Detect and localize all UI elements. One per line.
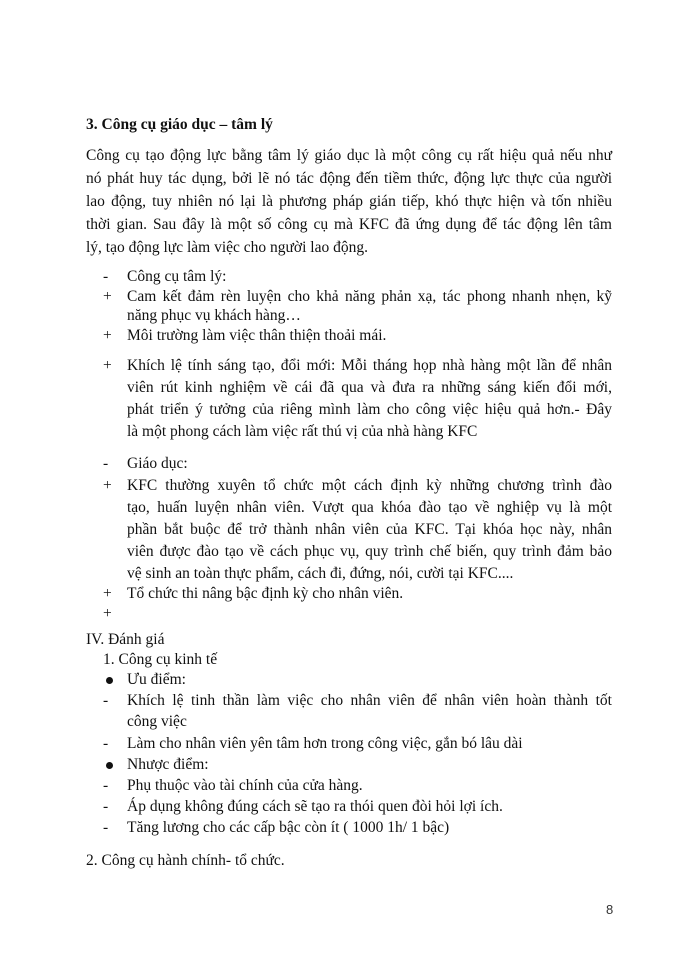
pros-item-1-line-2: công việc bbox=[127, 713, 187, 730]
bullet-dot-icon bbox=[106, 677, 113, 684]
cons-label: Nhược điểm: bbox=[127, 756, 209, 773]
cons-item-2: Áp dụng không đúng cách sẽ tạo ra thói quen đòi hỏi lợi ích. bbox=[127, 798, 503, 815]
intro-line-5: lý, tạo động lực làm việc cho người lao động. bbox=[86, 239, 368, 256]
edu-item-1-line-5: vệ sinh an toàn thực phẩm, cách đi, đứng, nói, cười tại KFC.... bbox=[127, 565, 514, 582]
plus-marker: + bbox=[103, 585, 112, 602]
dash-marker: - bbox=[103, 819, 109, 836]
dash-marker: - bbox=[103, 455, 109, 472]
edu-item-1-line-2: tạo, huấn luyện nhân viên. Vượt qua khóa đào tạo về nghiệp vụ là một bbox=[127, 499, 612, 516]
dash-marker: - bbox=[103, 692, 109, 709]
dash-marker: - bbox=[103, 777, 109, 794]
edu-item-1-line-3: phần bắt buộc để trở thành nhân viên của KFC. Tại khóa học này, nhân bbox=[127, 521, 612, 538]
pros-item-1-line-1: Khích lệ tinh thần làm việc cho nhân viên để nhân viên hoàn thành tốt bbox=[127, 692, 612, 709]
psych-item-3-line-2: viên rút kinh nghiệm về cái đã qua và đưa ra những sáng kiến đổi mới, bbox=[127, 379, 612, 396]
psych-item-1-line-1: Cam kết đảm rèn luyện cho khả năng phản xạ, tác phong nhanh nhẹn, kỹ bbox=[127, 288, 612, 305]
psych-item-1-line-2: năng phục vụ khách hàng… bbox=[127, 307, 301, 324]
psych-item-2: Môi trường làm việc thân thiện thoải mái. bbox=[127, 327, 387, 344]
cons-item-1: Phụ thuộc vào tài chính của cửa hàng. bbox=[127, 777, 363, 794]
intro-line-3: lao động, tuy nhiên nó lại là phương pháp gián tiếp, khó thực hiện và tốn nhiều bbox=[86, 193, 612, 210]
subsection-2-title: 2. Công cụ hành chính- tổ chức. bbox=[86, 852, 285, 869]
bullet-dot-icon bbox=[106, 762, 113, 769]
intro-line-1: Công cụ tạo động lực bằng tâm lý giáo dục là một công cụ rất hiệu quả nếu như bbox=[86, 147, 612, 164]
psych-item-3-line-3: phát triển ý tưởng của riêng mình làm cho công việc hiệu quả hơn.- Đây bbox=[127, 401, 612, 418]
plus-marker: + bbox=[103, 477, 112, 494]
dash-marker: - bbox=[103, 268, 109, 285]
psych-label: Công cụ tâm lý: bbox=[127, 268, 227, 285]
intro-line-2: nó phát huy tác dụng, bởi lẽ nó tác động đến tiềm thức, động lực thực của người bbox=[86, 170, 612, 187]
psych-item-3-line-4: là một phong cách làm việc rất thú vị của nhà hàng KFC bbox=[127, 423, 478, 440]
intro-line-4: thời gian. Sau đây là một số công cụ mà KFC đã ứng dụng để tác động lên tâm bbox=[86, 216, 612, 233]
plus-marker: + bbox=[103, 327, 112, 344]
section-3-heading: 3. Công cụ giáo dục – tâm lý bbox=[86, 116, 273, 133]
psych-item-3-line-1: Khích lệ tính sáng tạo, đổi mới: Mỗi tháng họp nhà hàng một lần để nhân bbox=[127, 357, 612, 374]
subsection-1-title: 1. Công cụ kinh tế bbox=[103, 651, 218, 668]
edu-item-2: Tổ chức thi nâng bậc định kỳ cho nhân viên. bbox=[127, 585, 404, 602]
edu-item-1-line-1: KFC thường xuyên tổ chức một cách định kỳ những chương trình đào bbox=[127, 477, 612, 494]
edu-label: Giáo dục: bbox=[127, 455, 188, 472]
pros-label: Ưu điểm: bbox=[127, 671, 186, 688]
plus-marker: + bbox=[103, 357, 112, 374]
cons-item-3: Tăng lương cho các cấp bậc còn ít ( 1000 1h/ 1 bậc) bbox=[127, 819, 450, 836]
pros-item-2: Làm cho nhân viên yên tâm hơn trong công việc, gắn bó lâu dài bbox=[127, 735, 523, 752]
edu-item-1-line-4: viên được đào tạo về cách phục vụ, quy trình chế biến, quy trình đảm bảo bbox=[127, 543, 612, 560]
dash-marker: - bbox=[103, 798, 109, 815]
plus-marker: + bbox=[103, 288, 112, 305]
plus-marker: + bbox=[103, 605, 112, 622]
dash-marker: - bbox=[103, 735, 109, 752]
page-number: 8 bbox=[606, 902, 614, 917]
section-4-heading: IV. Đánh giá bbox=[86, 631, 165, 648]
